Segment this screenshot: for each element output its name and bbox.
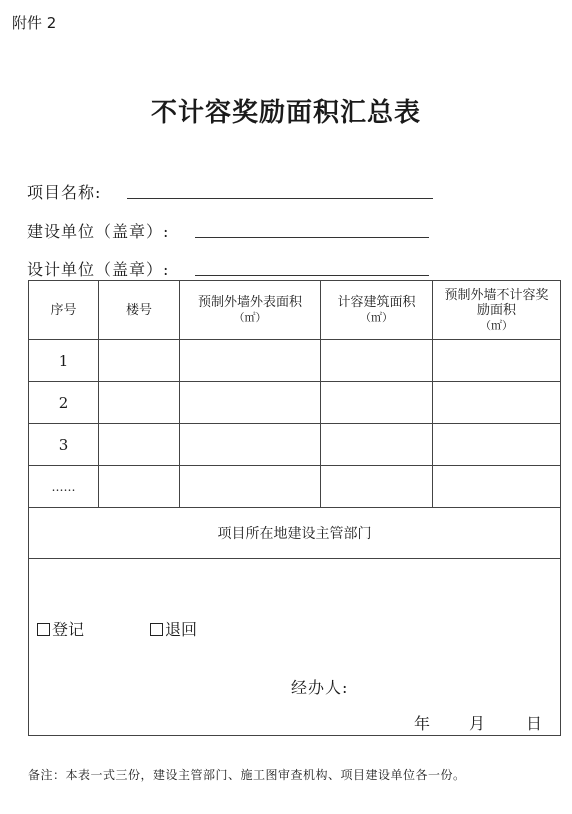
return-checkbox[interactable]: [150, 617, 197, 640]
summary-table: [28, 280, 561, 736]
header-cell: 计容建筑面积 （㎡）: [321, 281, 433, 340]
header-cell: 楼号: [99, 281, 180, 340]
register-checkbox[interactable]: [37, 617, 84, 640]
register-label: 登记: [52, 620, 85, 639]
construction-unit-label: 建设单位（盖章）:: [27, 222, 170, 241]
external-wall-area-cell[interactable]: [180, 382, 321, 424]
building-cell[interactable]: [99, 466, 180, 508]
external-wall-area-cell[interactable]: [180, 340, 321, 382]
bonus-area-cell[interactable]: [433, 424, 561, 466]
external-wall-area-cell[interactable]: [180, 424, 321, 466]
counted-area-cell[interactable]: [321, 466, 433, 508]
construction-unit-input[interactable]: [195, 237, 429, 238]
building-cell[interactable]: [99, 424, 180, 466]
design-unit-field: [27, 257, 169, 280]
project-name-field: [27, 180, 101, 203]
header-cell: 预制外墙不计容奖励面积 （㎡）: [433, 281, 561, 340]
building-cell[interactable]: [99, 382, 180, 424]
counted-area-cell[interactable]: [321, 382, 433, 424]
table-row: [29, 340, 561, 382]
table-row: [29, 382, 561, 424]
row-index: 1: [29, 340, 99, 382]
page-title: 不计容奖励面积汇总表: [150, 98, 421, 128]
design-unit-label: 设计单位（盖章）:: [27, 260, 170, 279]
header-cell: 预制外墙外表面积 （㎡）: [180, 281, 321, 340]
return-label: 退回: [165, 620, 198, 639]
department-label: 项目所在地建设主管部门: [29, 508, 561, 559]
row-index: 3: [29, 424, 99, 466]
checkbox-icon: [37, 623, 50, 636]
table-row: [29, 424, 561, 466]
design-unit-input[interactable]: [195, 275, 429, 276]
date-month-label: 月: [469, 714, 486, 733]
project-name-input[interactable]: [127, 198, 433, 199]
construction-unit-field: [27, 219, 169, 242]
approval-row: [29, 559, 561, 736]
counted-area-cell[interactable]: [321, 340, 433, 382]
date-year-label: 年: [414, 714, 431, 733]
bonus-area-cell[interactable]: [433, 340, 561, 382]
row-index: ……: [29, 466, 99, 508]
footnote: 备注：本表一式三份，建设主管部门、施工图审查机构、项目建设单位各一份。: [28, 768, 466, 782]
department-row: [29, 508, 561, 559]
external-wall-area-cell[interactable]: [180, 466, 321, 508]
row-index: 2: [29, 382, 99, 424]
table-row: [29, 466, 561, 508]
header-cell: 序号: [29, 281, 99, 340]
building-cell[interactable]: [99, 340, 180, 382]
project-name-label: 项目名称:: [27, 183, 102, 202]
attachment-label: 附件 2: [12, 14, 57, 32]
handler-label: 经办人:: [291, 678, 349, 697]
date-day-label: 日: [526, 714, 543, 733]
counted-area-cell[interactable]: [321, 424, 433, 466]
bonus-area-cell[interactable]: [433, 382, 561, 424]
table-header-row: [29, 281, 561, 340]
checkbox-icon: [150, 623, 163, 636]
bonus-area-cell[interactable]: [433, 466, 561, 508]
